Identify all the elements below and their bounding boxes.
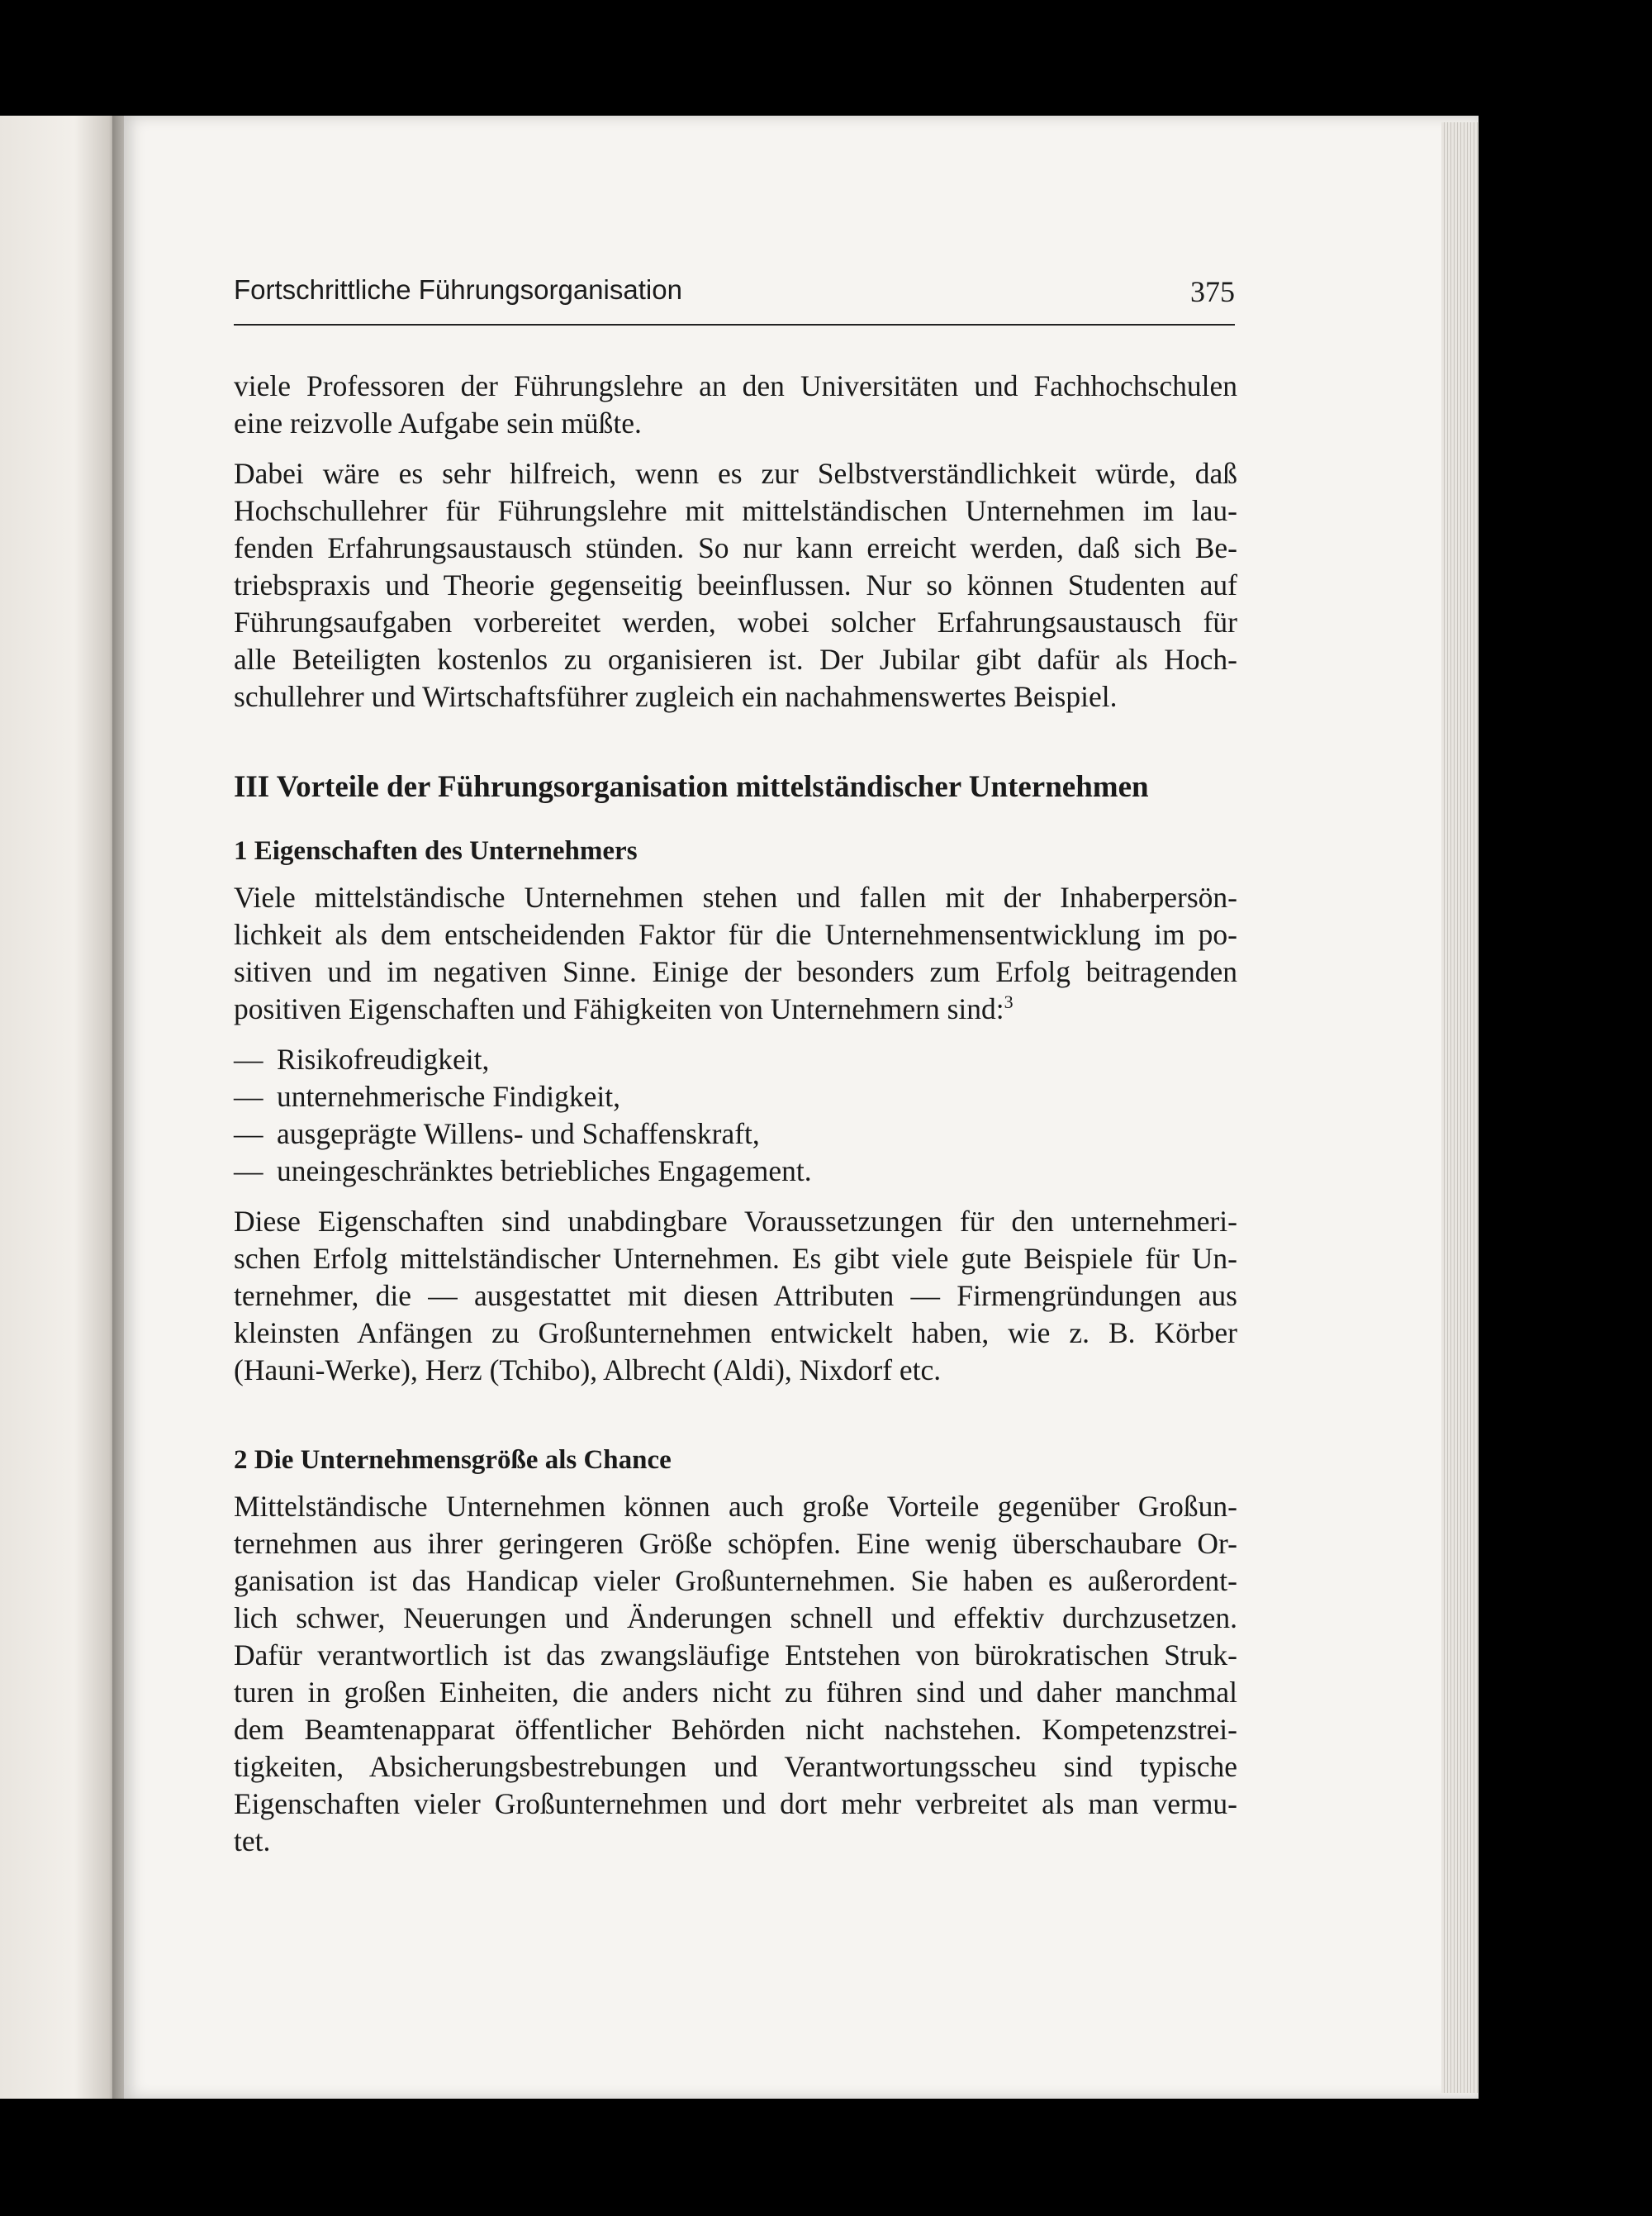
- text-line: ternehmen aus ihrer geringeren Größe schöpfen. Eine wenig überschaubare Or-: [234, 1527, 1237, 1560]
- text-line: schullehrer und Wirtschaftsführer zugleich ein nachahmenswertes Beispiel.: [234, 680, 1118, 713]
- adjacent-left-page: [0, 116, 124, 2099]
- list-item-text: unternehmerische Findigkeit,: [277, 1080, 621, 1113]
- list-item: [234, 1078, 1237, 1115]
- text-line: lichkeit als dem entscheidenden Faktor für die Unternehmensentwicklung im po-: [234, 918, 1237, 951]
- paragraph: [234, 1488, 1237, 1860]
- text-line: [234, 991, 1237, 1028]
- text-line: kleinsten Anfängen zu Großunternehmen entwickelt haben, wie z. B. Körber: [234, 1316, 1237, 1349]
- text-line: Hochschullehrer für Führungslehre mit mittelständischen Unternehmen im lau-: [234, 494, 1237, 527]
- text-line: ganisation ist das Handicap vieler Großunternehmen. Sie haben es außerordent-: [234, 1564, 1237, 1597]
- list-item: [234, 1041, 1237, 1078]
- dash-marker: —: [234, 1080, 263, 1113]
- text-line: Dafür verantwortlich ist das zwangsläufige Entstehen von bürokratischen Struk-: [234, 1638, 1237, 1672]
- text-line: tigkeiten, Absicherungsbestrebungen und Verantwortungsscheu sind typische: [234, 1750, 1237, 1783]
- dash-marker: —: [234, 1043, 263, 1076]
- text-line: fenden Erfahrungsaustausch stünden. So nur kann erreicht werden, daß sich Be-: [234, 531, 1237, 564]
- text-line: schen Erfolg mittelständischer Unternehmen. Es gibt viele gute Beispiele für Un-: [234, 1242, 1237, 1275]
- list-item: [234, 1115, 1237, 1153]
- running-title: Fortschrittliche Führungsorganisation: [234, 274, 682, 305]
- paragraph: [234, 1203, 1237, 1389]
- dash-marker: —: [234, 1117, 263, 1150]
- running-header: [234, 271, 1235, 326]
- dash-marker: —: [234, 1154, 263, 1187]
- subsection-heading: 1 Eigenschaften des Unternehmers: [234, 836, 638, 866]
- text-line: alle Beteiligten kostenlos zu organisieren ist. Der Jubilar gibt dafür als Hoch-: [234, 643, 1237, 676]
- paragraph: [234, 879, 1237, 1028]
- text-line: triebspraxis und Theorie gegenseitig beeinflussen. Nur so können Studenten auf: [234, 568, 1237, 602]
- text-fragment: positiven Eigenschaften und Fähigkeiten von Unternehmern sind:: [234, 992, 1004, 1025]
- subsection-heading: 2 Die Unternehmensgröße als Chance: [234, 1445, 672, 1475]
- text-line: Mittelständische Unternehmen können auch große Vorteile gegenüber Großun-: [234, 1490, 1237, 1523]
- text-line: ternehmer, die — ausgestattet mit diesen Attributen — Firmengründungen aus: [234, 1279, 1237, 1312]
- list-item: [234, 1153, 1237, 1190]
- paragraph: [234, 455, 1237, 716]
- list-item-text: ausgeprägte Willens- und Schaffenskraft,: [277, 1117, 760, 1150]
- text-line: Diese Eigenschaften sind unabdingbare Voraussetzungen für den unternehmeri-: [234, 1205, 1237, 1238]
- text-line: Dabei wäre es sehr hilfreich, wenn es zur Selbstverständlichkeit würde, daß: [234, 457, 1237, 490]
- text-line: turen in großen Einheiten, die anders nicht zu führen sind und daher manchmal: [234, 1676, 1237, 1709]
- text-line: sitiven und im negativen Sinne. Einige der besonders zum Erfolg beitragenden: [234, 955, 1237, 988]
- text-line: lich schwer, Neuerungen und Änderungen schnell und effektiv durchzusetzen.: [234, 1601, 1237, 1634]
- paragraph: [234, 368, 1237, 442]
- list-item-text: uneingeschränktes betriebliches Engagement.: [277, 1154, 812, 1187]
- section-heading: III Vorteile der Führungsorganisation mittelständischer Unternehmen: [234, 770, 1149, 804]
- list-item-text: Risikofreudigkeit,: [277, 1043, 490, 1076]
- text-line: tet.: [234, 1824, 271, 1857]
- text-line: viele Professoren der Führungslehre an den Universitäten und Fachhochschulen: [234, 369, 1237, 402]
- text-line: dem Beamtenapparat öffentlicher Behörden nicht nachstehen. Kompetenzstrei-: [234, 1713, 1237, 1746]
- footnote-marker: 3: [1004, 991, 1014, 1013]
- text-body: [234, 368, 1237, 1860]
- text-line: Viele mittelständische Unternehmen stehen und fallen mit der Inhaberpersön-: [234, 881, 1237, 914]
- page-edges: [1441, 122, 1479, 2093]
- text-line: eine reizvolle Aufgabe sein müßte.: [234, 407, 642, 440]
- bullet-list: [234, 1041, 1237, 1190]
- text-line: (Hauni-Werke), Herz (Tchibo), Albrecht (Aldi), Nixdorf etc.: [234, 1353, 942, 1386]
- text-line: Eigenschaften vieler Großunternehmen und dort mehr verbreitet als man vermu-: [234, 1787, 1237, 1820]
- text-line: Führungsaufgaben vorbereitet werden, wobei solcher Erfahrungsaustausch für: [234, 606, 1237, 639]
- page-number: 375: [1190, 275, 1235, 308]
